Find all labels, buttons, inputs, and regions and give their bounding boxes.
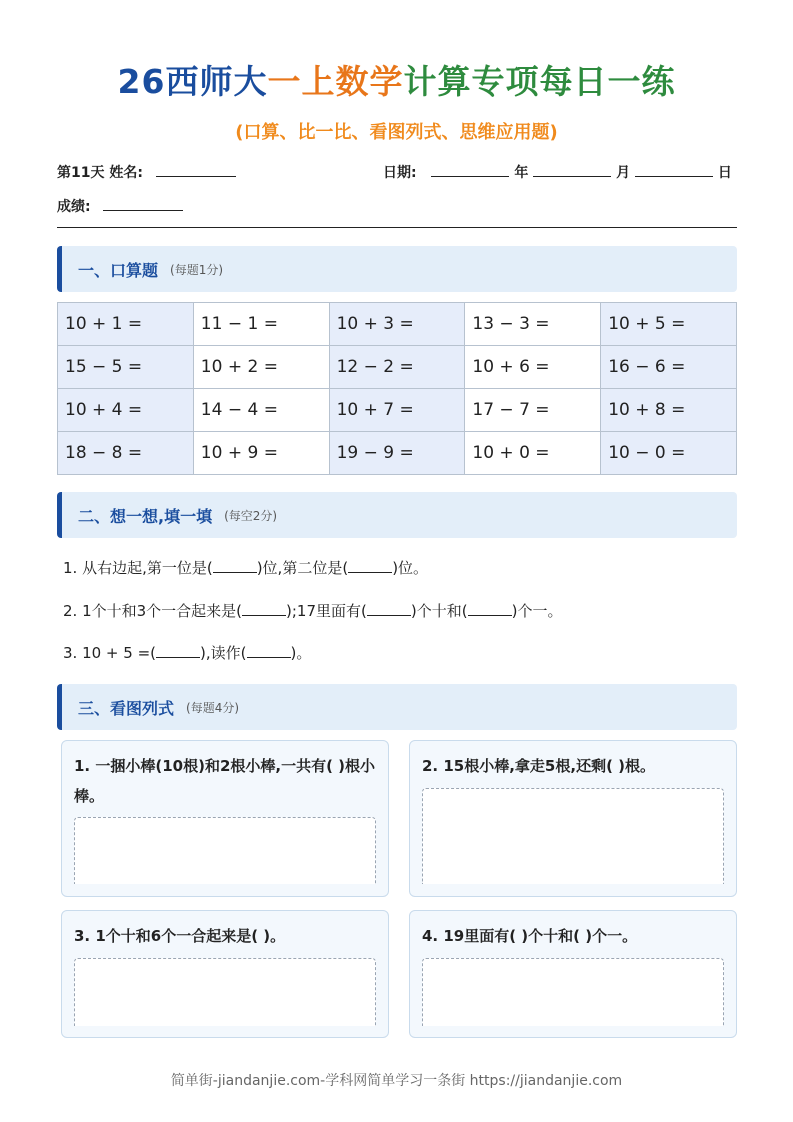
table-cell[interactable]: 10 + 4 = — [58, 389, 194, 432]
table-cell[interactable]: 18 − 8 = — [58, 432, 194, 475]
section-1-heading: 一、口算题 — [78, 260, 159, 280]
fill-question-1 — [63, 557, 428, 578]
table-row — [58, 346, 737, 389]
table-cell[interactable]: 10 − 0 = — [601, 432, 737, 475]
question-text: )位,第二位是( — [256, 559, 349, 577]
table-cell[interactable]: 10 + 2 = — [193, 346, 329, 389]
question-text: )。 — [290, 644, 312, 662]
score-row — [57, 196, 183, 216]
name-label: 姓名: — [109, 165, 143, 181]
table-cell[interactable]: 17 − 7 = — [465, 389, 601, 432]
answer-area[interactable] — [422, 788, 724, 884]
question-text: 3. 10 + 5 =( — [63, 644, 157, 662]
table-cell[interactable]: 14 − 4 = — [193, 389, 329, 432]
answer-blank[interactable] — [213, 561, 257, 573]
card-question: 3. 1个十和6个一合起来是( )。 — [74, 927, 286, 945]
answer-blank[interactable] — [468, 604, 512, 616]
month-blank[interactable] — [533, 163, 611, 177]
title-part-3: 计算专项每日一练 — [403, 62, 676, 101]
name-blank[interactable] — [156, 163, 236, 177]
page-subtitle: (口算、比一比、看图列式、思维应用题) — [235, 122, 558, 143]
table-cell[interactable]: 15 − 5 = — [58, 346, 194, 389]
year-blank[interactable] — [431, 163, 509, 177]
day-blank[interactable] — [635, 163, 713, 177]
footer-text: 简单街-jiandanjie.com-学科网简单学习一条街 https://jiandanjie.com — [170, 1073, 623, 1089]
answer-blank[interactable] — [156, 646, 200, 658]
name-group — [57, 162, 236, 182]
section-1-note: (每题1分) — [170, 262, 224, 277]
date-label: 日期: — [383, 165, 417, 181]
table-cell[interactable]: 16 − 6 = — [601, 346, 737, 389]
score-blank[interactable] — [103, 197, 183, 211]
section-3-header — [57, 684, 737, 730]
table-cell[interactable]: 10 + 3 = — [329, 303, 465, 346]
section-2-header — [57, 492, 737, 538]
question-text: )个一。 — [511, 602, 563, 620]
picture-problem-card-3 — [61, 910, 389, 1038]
page-title — [0, 56, 793, 103]
table-row — [58, 389, 737, 432]
table-cell[interactable]: 13 − 3 = — [465, 303, 601, 346]
question-text: 2. 1个十和3个一合起来是( — [63, 602, 243, 620]
month-label: 月 — [616, 165, 631, 181]
day-label: 第11天 — [57, 165, 105, 181]
fill-question-3 — [63, 642, 311, 663]
question-text: )位。 — [392, 559, 429, 577]
card-question: 4. 19里面有( )个十和( )个一。 — [422, 927, 638, 945]
answer-blank[interactable] — [247, 646, 291, 658]
picture-problem-card-2 — [409, 740, 737, 897]
table-row — [58, 432, 737, 475]
picture-problem-card-1 — [61, 740, 389, 897]
table-cell[interactable]: 10 + 1 = — [58, 303, 194, 346]
table-cell[interactable]: 11 − 1 = — [193, 303, 329, 346]
answer-area[interactable] — [74, 817, 376, 884]
section-2-heading: 二、想一想,填一填 — [78, 506, 213, 526]
card-question: 2. 15根小棒,拿走5根,还剩( )根。 — [422, 757, 655, 775]
day-unit-label: 日 — [717, 165, 732, 181]
title-part-2: 一上数学 — [267, 62, 404, 101]
table-row — [58, 303, 737, 346]
answer-blank[interactable] — [348, 561, 392, 573]
section-2-note: (每空2分) — [224, 508, 278, 523]
table-cell[interactable]: 10 + 7 = — [329, 389, 465, 432]
answer-blank[interactable] — [242, 604, 286, 616]
question-text: );17里面有( — [286, 602, 367, 620]
header-divider — [57, 227, 737, 228]
question-text: ),读作( — [200, 644, 247, 662]
section-3-heading: 三、看图列式 — [78, 698, 175, 718]
question-text: )个十和( — [410, 602, 468, 620]
table-cell[interactable]: 10 + 8 = — [601, 389, 737, 432]
date-group — [383, 162, 732, 182]
section-3-note: (每题4分) — [186, 700, 240, 715]
table-cell[interactable]: 10 + 9 = — [193, 432, 329, 475]
table-cell[interactable]: 12 − 2 = — [329, 346, 465, 389]
title-part-1: 26西师大 — [117, 62, 268, 101]
year-label: 年 — [514, 165, 529, 181]
fill-question-2 — [63, 600, 562, 621]
mental-math-table — [57, 302, 737, 475]
answer-blank[interactable] — [367, 604, 411, 616]
table-cell[interactable]: 10 + 6 = — [465, 346, 601, 389]
table-cell[interactable]: 10 + 5 = — [601, 303, 737, 346]
section-1-header — [57, 246, 737, 292]
table-cell[interactable]: 19 − 9 = — [329, 432, 465, 475]
card-question: 1. 一捆小棒(10根)和2根小棒,一共有( )根小棒。 — [74, 757, 376, 805]
answer-area[interactable] — [74, 958, 376, 1026]
picture-problem-card-4 — [409, 910, 737, 1038]
table-cell[interactable]: 10 + 0 = — [465, 432, 601, 475]
score-label: 成绩: — [57, 199, 91, 215]
answer-area[interactable] — [422, 958, 724, 1026]
question-text: 1. 从右边起,第一位是( — [63, 559, 213, 577]
